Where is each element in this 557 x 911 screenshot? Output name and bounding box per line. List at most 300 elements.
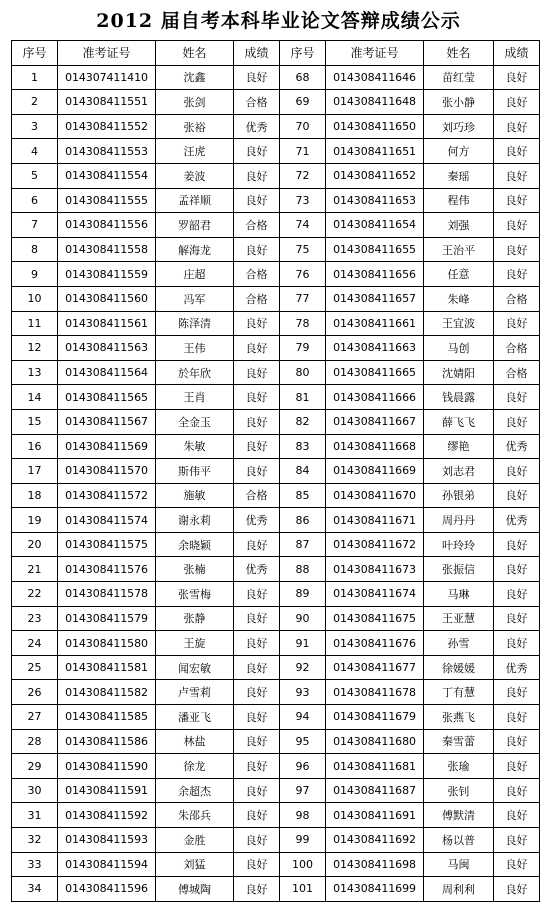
- table-row: [12, 311, 540, 336]
- cell-name-right: 张振信: [424, 557, 494, 582]
- cell-exam-id-right: 014308411663: [326, 336, 424, 361]
- cell-serial-left: 32: [12, 828, 58, 853]
- cell-exam-id-left: 014308411586: [58, 729, 156, 754]
- cell-name-left: 施敏: [156, 483, 234, 508]
- cell-grade-left: 合格: [234, 262, 280, 287]
- cell-exam-id-right: 014308411674: [326, 582, 424, 607]
- cell-serial-left: 16: [12, 434, 58, 459]
- table-row: [12, 237, 540, 262]
- cell-name-left: 庄超: [156, 262, 234, 287]
- cell-exam-id-right: 014308411654: [326, 213, 424, 238]
- cell-name-right: 张瑜: [424, 754, 494, 779]
- cell-serial-right: 81: [280, 385, 326, 410]
- cell-serial-right: 73: [280, 188, 326, 213]
- cell-name-left: 朱邵兵: [156, 803, 234, 828]
- cell-serial-right: 77: [280, 286, 326, 311]
- cell-name-left: 罗韶君: [156, 213, 234, 238]
- table-row: [12, 655, 540, 680]
- cell-serial-right: 97: [280, 778, 326, 803]
- cell-serial-right: 85: [280, 483, 326, 508]
- cell-name-left: 闻宏敏: [156, 655, 234, 680]
- cell-serial-left: 26: [12, 680, 58, 705]
- cell-grade-left: 良好: [234, 582, 280, 607]
- cell-name-right: 马闽: [424, 852, 494, 877]
- cell-grade-left: 良好: [234, 360, 280, 385]
- cell-grade-right: 良好: [494, 188, 540, 213]
- cell-exam-id-left: 014308411582: [58, 680, 156, 705]
- table-row: [12, 65, 540, 90]
- cell-grade-right: 优秀: [494, 655, 540, 680]
- cell-grade-left: 合格: [234, 483, 280, 508]
- cell-grade-left: 良好: [234, 680, 280, 705]
- cell-serial-right: 69: [280, 90, 326, 115]
- cell-name-left: 全金玉: [156, 409, 234, 434]
- cell-exam-id-right: 014308411651: [326, 139, 424, 164]
- header-row: [12, 41, 540, 66]
- cell-name-right: 苗红莹: [424, 65, 494, 90]
- cell-grade-left: 良好: [234, 336, 280, 361]
- cell-name-left: 於年欣: [156, 360, 234, 385]
- cell-serial-right: 70: [280, 114, 326, 139]
- cell-serial-right: 79: [280, 336, 326, 361]
- cell-serial-left: 7: [12, 213, 58, 238]
- cell-grade-left: 良好: [234, 434, 280, 459]
- cell-name-left: 汪虎: [156, 139, 234, 164]
- cell-name-right: 丁有慧: [424, 680, 494, 705]
- cell-grade-left: 良好: [234, 459, 280, 484]
- cell-name-right: 刘巧珍: [424, 114, 494, 139]
- cell-serial-left: 10: [12, 286, 58, 311]
- cell-serial-left: 21: [12, 557, 58, 582]
- cell-serial-left: 13: [12, 360, 58, 385]
- cell-grade-right: 良好: [494, 778, 540, 803]
- cell-name-right: 傅默清: [424, 803, 494, 828]
- cell-serial-left: 8: [12, 237, 58, 262]
- cell-grade-right: 良好: [494, 237, 540, 262]
- cell-grade-left: 合格: [234, 90, 280, 115]
- table-row: [12, 705, 540, 730]
- cell-grade-left: 良好: [234, 65, 280, 90]
- cell-grade-left: 良好: [234, 877, 280, 902]
- cell-exam-id-left: 014308411559: [58, 262, 156, 287]
- cell-exam-id-right: 014308411675: [326, 606, 424, 631]
- table-row: [12, 532, 540, 557]
- cell-grade-right: 良好: [494, 754, 540, 779]
- cell-grade-left: 良好: [234, 237, 280, 262]
- table-row: [12, 754, 540, 779]
- cell-grade-left: 良好: [234, 729, 280, 754]
- cell-name-right: 张小静: [424, 90, 494, 115]
- cell-serial-left: 15: [12, 409, 58, 434]
- cell-serial-right: 96: [280, 754, 326, 779]
- table-row: [12, 852, 540, 877]
- cell-serial-left: 33: [12, 852, 58, 877]
- cell-name-right: 叶玲玲: [424, 532, 494, 557]
- cell-name-left: 斯伟平: [156, 459, 234, 484]
- header-exam-id-left: 准考证号: [58, 41, 156, 66]
- cell-exam-id-right: 014308411679: [326, 705, 424, 730]
- cell-grade-right: 良好: [494, 213, 540, 238]
- cell-name-left: 张楠: [156, 557, 234, 582]
- cell-serial-right: 95: [280, 729, 326, 754]
- cell-serial-left: 5: [12, 163, 58, 188]
- cell-grade-right: 良好: [494, 311, 540, 336]
- cell-exam-id-left: 014308411567: [58, 409, 156, 434]
- cell-exam-id-right: 014308411669: [326, 459, 424, 484]
- cell-grade-left: 良好: [234, 655, 280, 680]
- cell-exam-id-right: 014308411699: [326, 877, 424, 902]
- cell-name-right: 缪艳: [424, 434, 494, 459]
- table-row: [12, 336, 540, 361]
- table-row: [12, 631, 540, 656]
- cell-grade-right: 良好: [494, 557, 540, 582]
- table-row: [12, 877, 540, 902]
- cell-serial-left: 14: [12, 385, 58, 410]
- cell-serial-left: 11: [12, 311, 58, 336]
- cell-name-right: 钱晨露: [424, 385, 494, 410]
- cell-name-right: 刘志君: [424, 459, 494, 484]
- cell-exam-id-right: 014308411650: [326, 114, 424, 139]
- cell-grade-right: 良好: [494, 409, 540, 434]
- cell-name-left: 林盐: [156, 729, 234, 754]
- cell-name-right: 秦瑶: [424, 163, 494, 188]
- header-name-right: 姓名: [424, 41, 494, 66]
- cell-exam-id-left: 014308411576: [58, 557, 156, 582]
- header-grade-left: 成绩: [234, 41, 280, 66]
- cell-exam-id-left: 014308411554: [58, 163, 156, 188]
- header-exam-id-right: 准考证号: [326, 41, 424, 66]
- cell-serial-left: 3: [12, 114, 58, 139]
- cell-name-left: 王肖: [156, 385, 234, 410]
- cell-name-left: 张裕: [156, 114, 234, 139]
- cell-exam-id-right: 014308411681: [326, 754, 424, 779]
- cell-grade-left: 良好: [234, 385, 280, 410]
- cell-serial-right: 72: [280, 163, 326, 188]
- table-row: [12, 606, 540, 631]
- cell-grade-left: 合格: [234, 213, 280, 238]
- table-row: [12, 163, 540, 188]
- cell-exam-id-right: 014308411698: [326, 852, 424, 877]
- cell-grade-left: 良好: [234, 828, 280, 853]
- cell-grade-left: 合格: [234, 286, 280, 311]
- cell-grade-right: 良好: [494, 385, 540, 410]
- cell-grade-left: 良好: [234, 409, 280, 434]
- table-row: [12, 483, 540, 508]
- cell-exam-id-right: 014308411676: [326, 631, 424, 656]
- table-row: [12, 188, 540, 213]
- cell-exam-id-left: 014308411581: [58, 655, 156, 680]
- cell-exam-id-right: 014308411692: [326, 828, 424, 853]
- cell-name-right: 秦雪蕾: [424, 729, 494, 754]
- table-row: [12, 508, 540, 533]
- cell-grade-right: 合格: [494, 360, 540, 385]
- cell-exam-id-left: 014308411560: [58, 286, 156, 311]
- header-grade-right: 成绩: [494, 41, 540, 66]
- cell-exam-id-left: 014308411574: [58, 508, 156, 533]
- cell-grade-right: 良好: [494, 163, 540, 188]
- cell-grade-right: 良好: [494, 803, 540, 828]
- cell-serial-left: 24: [12, 631, 58, 656]
- cell-grade-left: 良好: [234, 606, 280, 631]
- cell-name-right: 张燕飞: [424, 705, 494, 730]
- header-name-left: 姓名: [156, 41, 234, 66]
- cell-grade-left: 良好: [234, 163, 280, 188]
- cell-grade-right: 良好: [494, 680, 540, 705]
- cell-exam-id-right: 014308411661: [326, 311, 424, 336]
- cell-serial-right: 91: [280, 631, 326, 656]
- cell-grade-right: 良好: [494, 705, 540, 730]
- cell-exam-id-left: 014308411551: [58, 90, 156, 115]
- cell-name-right: 朱峰: [424, 286, 494, 311]
- cell-name-left: 徐龙: [156, 754, 234, 779]
- cell-name-left: 卢雪莉: [156, 680, 234, 705]
- cell-grade-right: 良好: [494, 139, 540, 164]
- cell-exam-id-left: 014308411596: [58, 877, 156, 902]
- table-row: [12, 459, 540, 484]
- cell-name-left: 余超杰: [156, 778, 234, 803]
- cell-serial-left: 4: [12, 139, 58, 164]
- cell-serial-left: 17: [12, 459, 58, 484]
- cell-exam-id-right: 014308411667: [326, 409, 424, 434]
- cell-exam-id-right: 014308411646: [326, 65, 424, 90]
- cell-serial-right: 88: [280, 557, 326, 582]
- cell-grade-right: 良好: [494, 582, 540, 607]
- cell-serial-left: 34: [12, 877, 58, 902]
- cell-serial-left: 27: [12, 705, 58, 730]
- cell-grade-left: 良好: [234, 754, 280, 779]
- cell-serial-left: 20: [12, 532, 58, 557]
- table-row: [12, 828, 540, 853]
- cell-grade-right: 合格: [494, 336, 540, 361]
- cell-serial-left: 30: [12, 778, 58, 803]
- cell-name-left: 谢永莉: [156, 508, 234, 533]
- cell-name-right: 杨以普: [424, 828, 494, 853]
- cell-serial-left: 25: [12, 655, 58, 680]
- cell-serial-left: 29: [12, 754, 58, 779]
- table-row: [12, 360, 540, 385]
- cell-serial-left: 12: [12, 336, 58, 361]
- cell-serial-left: 23: [12, 606, 58, 631]
- cell-exam-id-left: 014308411580: [58, 631, 156, 656]
- table-row: [12, 582, 540, 607]
- cell-exam-id-right: 014308411655: [326, 237, 424, 262]
- page-title: 2012 届自考本科毕业论文答辩成绩公示: [96, 10, 461, 32]
- cell-exam-id-left: 014308411591: [58, 778, 156, 803]
- table-row: [12, 803, 540, 828]
- cell-exam-id-left: 014308411556: [58, 213, 156, 238]
- cell-serial-right: 74: [280, 213, 326, 238]
- cell-exam-id-right: 014308411648: [326, 90, 424, 115]
- cell-serial-left: 22: [12, 582, 58, 607]
- cell-exam-id-right: 014308411691: [326, 803, 424, 828]
- cell-exam-id-left: 014308411590: [58, 754, 156, 779]
- cell-name-right: 任意: [424, 262, 494, 287]
- cell-serial-right: 78: [280, 311, 326, 336]
- cell-name-left: 姜波: [156, 163, 234, 188]
- cell-name-right: 薛飞飞: [424, 409, 494, 434]
- cell-name-right: 周丹丹: [424, 508, 494, 533]
- cell-name-right: 刘强: [424, 213, 494, 238]
- cell-exam-id-left: 014308411592: [58, 803, 156, 828]
- table-row: [12, 778, 540, 803]
- cell-exam-id-left: 014308411553: [58, 139, 156, 164]
- cell-grade-left: 优秀: [234, 114, 280, 139]
- cell-exam-id-left: 014308411563: [58, 336, 156, 361]
- cell-grade-left: 良好: [234, 311, 280, 336]
- cell-serial-right: 80: [280, 360, 326, 385]
- cell-grade-left: 优秀: [234, 508, 280, 533]
- table-row: [12, 262, 540, 287]
- cell-grade-right: 良好: [494, 459, 540, 484]
- cell-grade-right: 良好: [494, 532, 540, 557]
- cell-serial-right: 92: [280, 655, 326, 680]
- cell-grade-right: 优秀: [494, 508, 540, 533]
- cell-name-right: 张钊: [424, 778, 494, 803]
- cell-name-left: 刘猛: [156, 852, 234, 877]
- cell-exam-id-right: 014308411678: [326, 680, 424, 705]
- cell-serial-right: 98: [280, 803, 326, 828]
- cell-serial-right: 68: [280, 65, 326, 90]
- cell-exam-id-right: 014308411665: [326, 360, 424, 385]
- table-row: [12, 729, 540, 754]
- cell-exam-id-left: 014308411570: [58, 459, 156, 484]
- table-row: [12, 114, 540, 139]
- cell-name-left: 傅城陶: [156, 877, 234, 902]
- cell-grade-left: 良好: [234, 188, 280, 213]
- cell-serial-right: 101: [280, 877, 326, 902]
- cell-exam-id-left: 014308411564: [58, 360, 156, 385]
- cell-serial-left: 18: [12, 483, 58, 508]
- cell-serial-right: 84: [280, 459, 326, 484]
- cell-serial-right: 100: [280, 852, 326, 877]
- cell-exam-id-left: 014308411569: [58, 434, 156, 459]
- cell-serial-right: 82: [280, 409, 326, 434]
- cell-name-left: 陈泽清: [156, 311, 234, 336]
- cell-grade-right: 良好: [494, 90, 540, 115]
- cell-exam-id-left: 014308411579: [58, 606, 156, 631]
- cell-exam-id-right: 014308411680: [326, 729, 424, 754]
- cell-grade-left: 良好: [234, 532, 280, 557]
- cell-name-right: 沈婧阳: [424, 360, 494, 385]
- cell-exam-id-right: 014308411656: [326, 262, 424, 287]
- cell-serial-left: 6: [12, 188, 58, 213]
- header-serial-left: 序号: [12, 41, 58, 66]
- cell-serial-right: 86: [280, 508, 326, 533]
- cell-exam-id-right: 014308411657: [326, 286, 424, 311]
- cell-exam-id-left: 014307411410: [58, 65, 156, 90]
- cell-exam-id-right: 014308411670: [326, 483, 424, 508]
- table-row: [12, 286, 540, 311]
- cell-grade-left: 良好: [234, 139, 280, 164]
- cell-name-right: 马琳: [424, 582, 494, 607]
- cell-name-right: 何方: [424, 139, 494, 164]
- cell-serial-left: 19: [12, 508, 58, 533]
- cell-serial-left: 28: [12, 729, 58, 754]
- cell-grade-right: 良好: [494, 877, 540, 902]
- cell-serial-right: 89: [280, 582, 326, 607]
- cell-name-right: 王治平: [424, 237, 494, 262]
- cell-exam-id-right: 014308411652: [326, 163, 424, 188]
- cell-name-left: 冯军: [156, 286, 234, 311]
- cell-name-left: 金胜: [156, 828, 234, 853]
- cell-name-left: 余晓颖: [156, 532, 234, 557]
- cell-serial-right: 99: [280, 828, 326, 853]
- cell-serial-right: 76: [280, 262, 326, 287]
- cell-serial-left: 31: [12, 803, 58, 828]
- table-row: [12, 385, 540, 410]
- cell-name-right: 徐媛媛: [424, 655, 494, 680]
- cell-name-left: 潘亚飞: [156, 705, 234, 730]
- cell-serial-right: 93: [280, 680, 326, 705]
- cell-grade-right: 良好: [494, 828, 540, 853]
- cell-name-left: 张剑: [156, 90, 234, 115]
- cell-grade-right: 良好: [494, 729, 540, 754]
- table-row: [12, 434, 540, 459]
- cell-name-left: 解海龙: [156, 237, 234, 262]
- cell-name-right: 王亚慧: [424, 606, 494, 631]
- cell-grade-left: 良好: [234, 852, 280, 877]
- cell-exam-id-right: 014308411677: [326, 655, 424, 680]
- table-row: [12, 557, 540, 582]
- cell-exam-id-left: 014308411552: [58, 114, 156, 139]
- cell-name-right: 孙银弟: [424, 483, 494, 508]
- cell-grade-left: 优秀: [234, 557, 280, 582]
- table-row: [12, 409, 540, 434]
- cell-grade-left: 良好: [234, 705, 280, 730]
- cell-exam-id-left: 014308411578: [58, 582, 156, 607]
- cell-grade-right: 良好: [494, 606, 540, 631]
- cell-serial-right: 71: [280, 139, 326, 164]
- cell-exam-id-left: 014308411572: [58, 483, 156, 508]
- cell-exam-id-left: 014308411585: [58, 705, 156, 730]
- cell-serial-left: 2: [12, 90, 58, 115]
- cell-grade-right: 优秀: [494, 434, 540, 459]
- table-row: [12, 680, 540, 705]
- cell-exam-id-left: 014308411555: [58, 188, 156, 213]
- cell-grade-right: 良好: [494, 65, 540, 90]
- cell-grade-left: 良好: [234, 803, 280, 828]
- header-serial-right: 序号: [280, 41, 326, 66]
- results-table: [11, 40, 540, 902]
- cell-grade-left: 良好: [234, 778, 280, 803]
- cell-grade-right: 良好: [494, 852, 540, 877]
- cell-exam-id-right: 014308411673: [326, 557, 424, 582]
- table-body: [12, 65, 540, 901]
- cell-serial-right: 90: [280, 606, 326, 631]
- cell-exam-id-right: 014308411687: [326, 778, 424, 803]
- cell-name-left: 张静: [156, 606, 234, 631]
- cell-exam-id-right: 014308411672: [326, 532, 424, 557]
- cell-name-left: 王旋: [156, 631, 234, 656]
- cell-exam-id-right: 014308411666: [326, 385, 424, 410]
- cell-name-right: 王宜波: [424, 311, 494, 336]
- cell-serial-left: 1: [12, 65, 58, 90]
- cell-grade-right: 良好: [494, 483, 540, 508]
- table-row: [12, 90, 540, 115]
- cell-grade-left: 良好: [234, 631, 280, 656]
- cell-exam-id-left: 014308411575: [58, 532, 156, 557]
- cell-exam-id-left: 014308411558: [58, 237, 156, 262]
- table-row: [12, 213, 540, 238]
- cell-serial-left: 9: [12, 262, 58, 287]
- cell-name-right: 孙雪: [424, 631, 494, 656]
- cell-name-left: 沈鑫: [156, 65, 234, 90]
- cell-exam-id-right: 014308411653: [326, 188, 424, 213]
- cell-serial-right: 83: [280, 434, 326, 459]
- cell-name-left: 朱敏: [156, 434, 234, 459]
- cell-grade-right: 合格: [494, 286, 540, 311]
- cell-name-left: 孟祥顺: [156, 188, 234, 213]
